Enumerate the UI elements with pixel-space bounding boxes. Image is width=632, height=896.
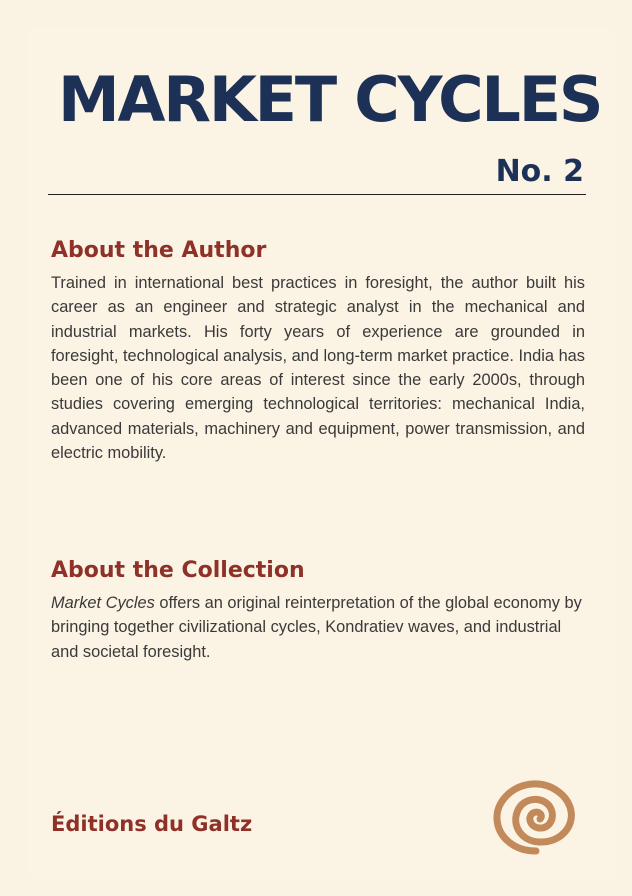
- collection-heading: About the Collection: [51, 558, 305, 583]
- author-heading: About the Author: [51, 238, 267, 263]
- collection-description-text: offers an original reinterpretation of the global economy by bringing together civilizational cycles, Kondratiev waves, and industrial and societal foresight.: [51, 594, 582, 661]
- author-bio: Trained in international best practices in foresight, the author built his career as an engineer and strategic analyst in the mechanical and industrial markets. His forty years of experience are grounded in foresight, technological analysis, and long-term market practice. India has been one of his core areas of interest since the early 2000s, through studies covering emerging technological territories: mechanical India, advanced materials, machinery and equipment, power transmission, and electric mobility.: [51, 274, 585, 463]
- issue-number: No. 2: [495, 154, 584, 189]
- publisher-name: Éditions du Galtz: [51, 812, 253, 836]
- spiral-logo-icon: [488, 775, 586, 857]
- book-title: MARKET CYCLES: [58, 63, 602, 136]
- series-name: Market Cycles: [51, 594, 155, 612]
- collection-description: [51, 591, 585, 664]
- title-divider: [48, 194, 586, 195]
